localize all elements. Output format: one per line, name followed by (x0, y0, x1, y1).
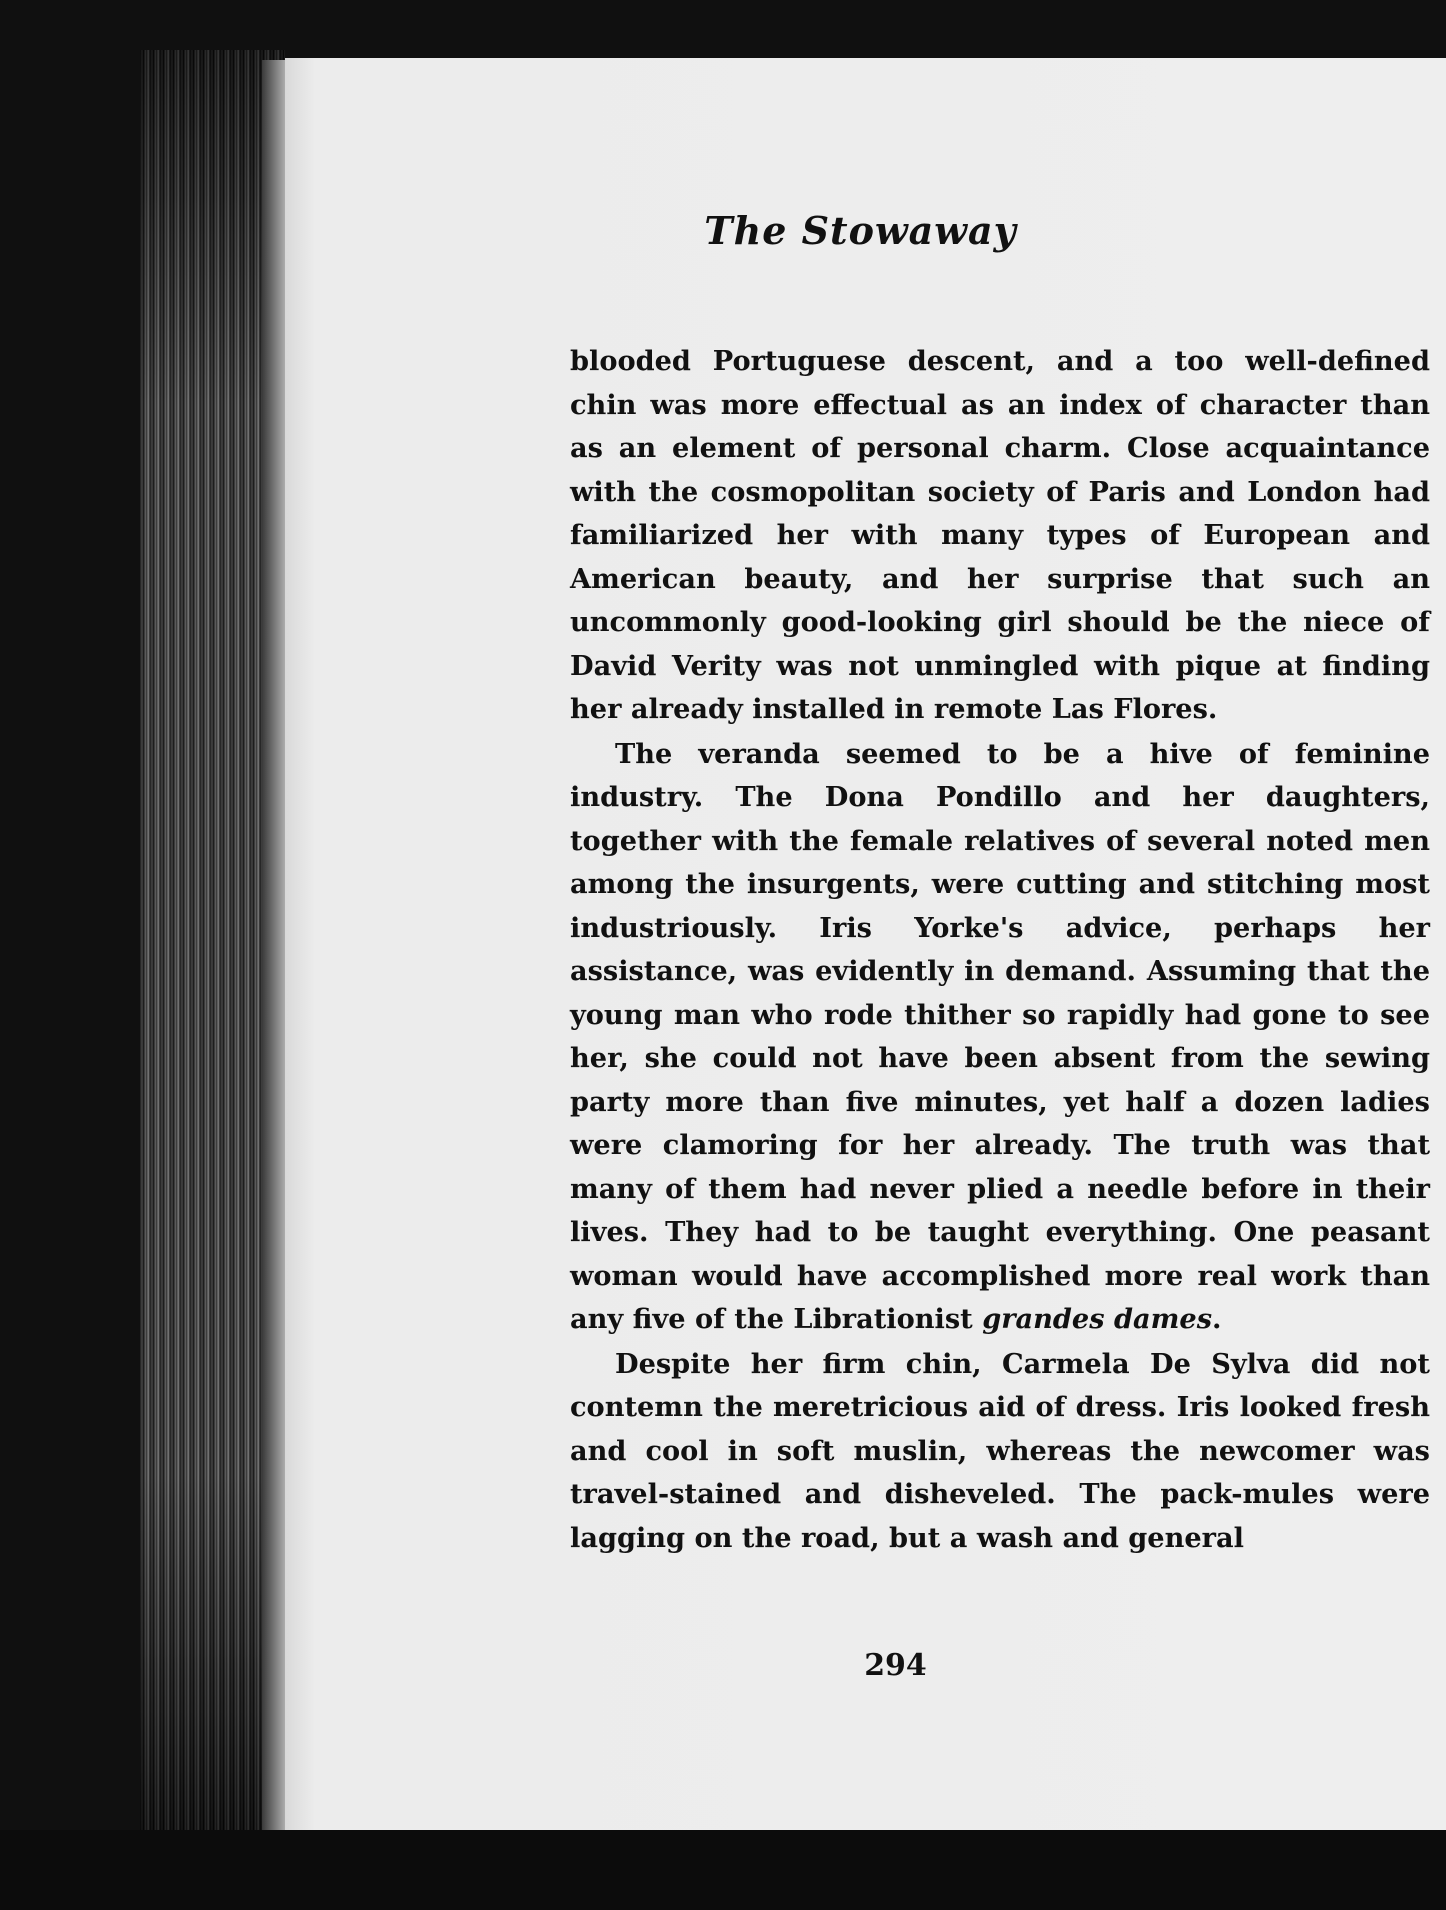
paragraph-2-text: The veranda seemed to be a hive of feminine industry. The Dona Pondillo and her daughters, together with the female relatives of several noted men among the insurgents, were cutting and stitching most industriously. Iris Yorke's advice, perhaps her assistance, was evidently in demand. Assuming that the young man who rode thither so rapidly had gone to see her, she could not have been absent from the sewing party more than five minutes, yet half a dozen ladies were clamoring for her already. The truth was that many of them had never plied a needle before in their lives. They had to be taught everything. One peasant woman would have accomplished more real work than any five of the Librationist (570, 737, 1430, 1335)
paragraph-2-end: . (1212, 1303, 1222, 1335)
running-head: The Stowaway (704, 208, 1017, 253)
paragraph-2 (570, 733, 1430, 1342)
paragraph-2-italic: grandes dames (982, 1303, 1212, 1335)
paragraph-1: blooded Portuguese descent, and a too well-defined chin was more effectual as an index of character than as an element of personal charm. Close acquaintance with the cosmopolitan society of Paris and London had familiarized her with many types of European and American beauty, and her surprise that such an uncommonly good-looking girl should be the niece of David Verity was not unmingled with pique at finding her already installed in remote Las Flores. (570, 345, 1430, 725)
page-number: 294 (864, 1648, 927, 1683)
book-page (285, 58, 1446, 1835)
scan-bottom-border (0, 1830, 1446, 1910)
body-text (570, 340, 1430, 1560)
paragraph-3: Despite her firm chin, Carmela De Sylva did not contemn the meretricious aid of dress. Iris looked fresh and cool in soft muslin, whereas the newcomer was travel-stained and disheveled. The pack-mules were lagging on the road, but a wash and general (570, 1347, 1430, 1554)
